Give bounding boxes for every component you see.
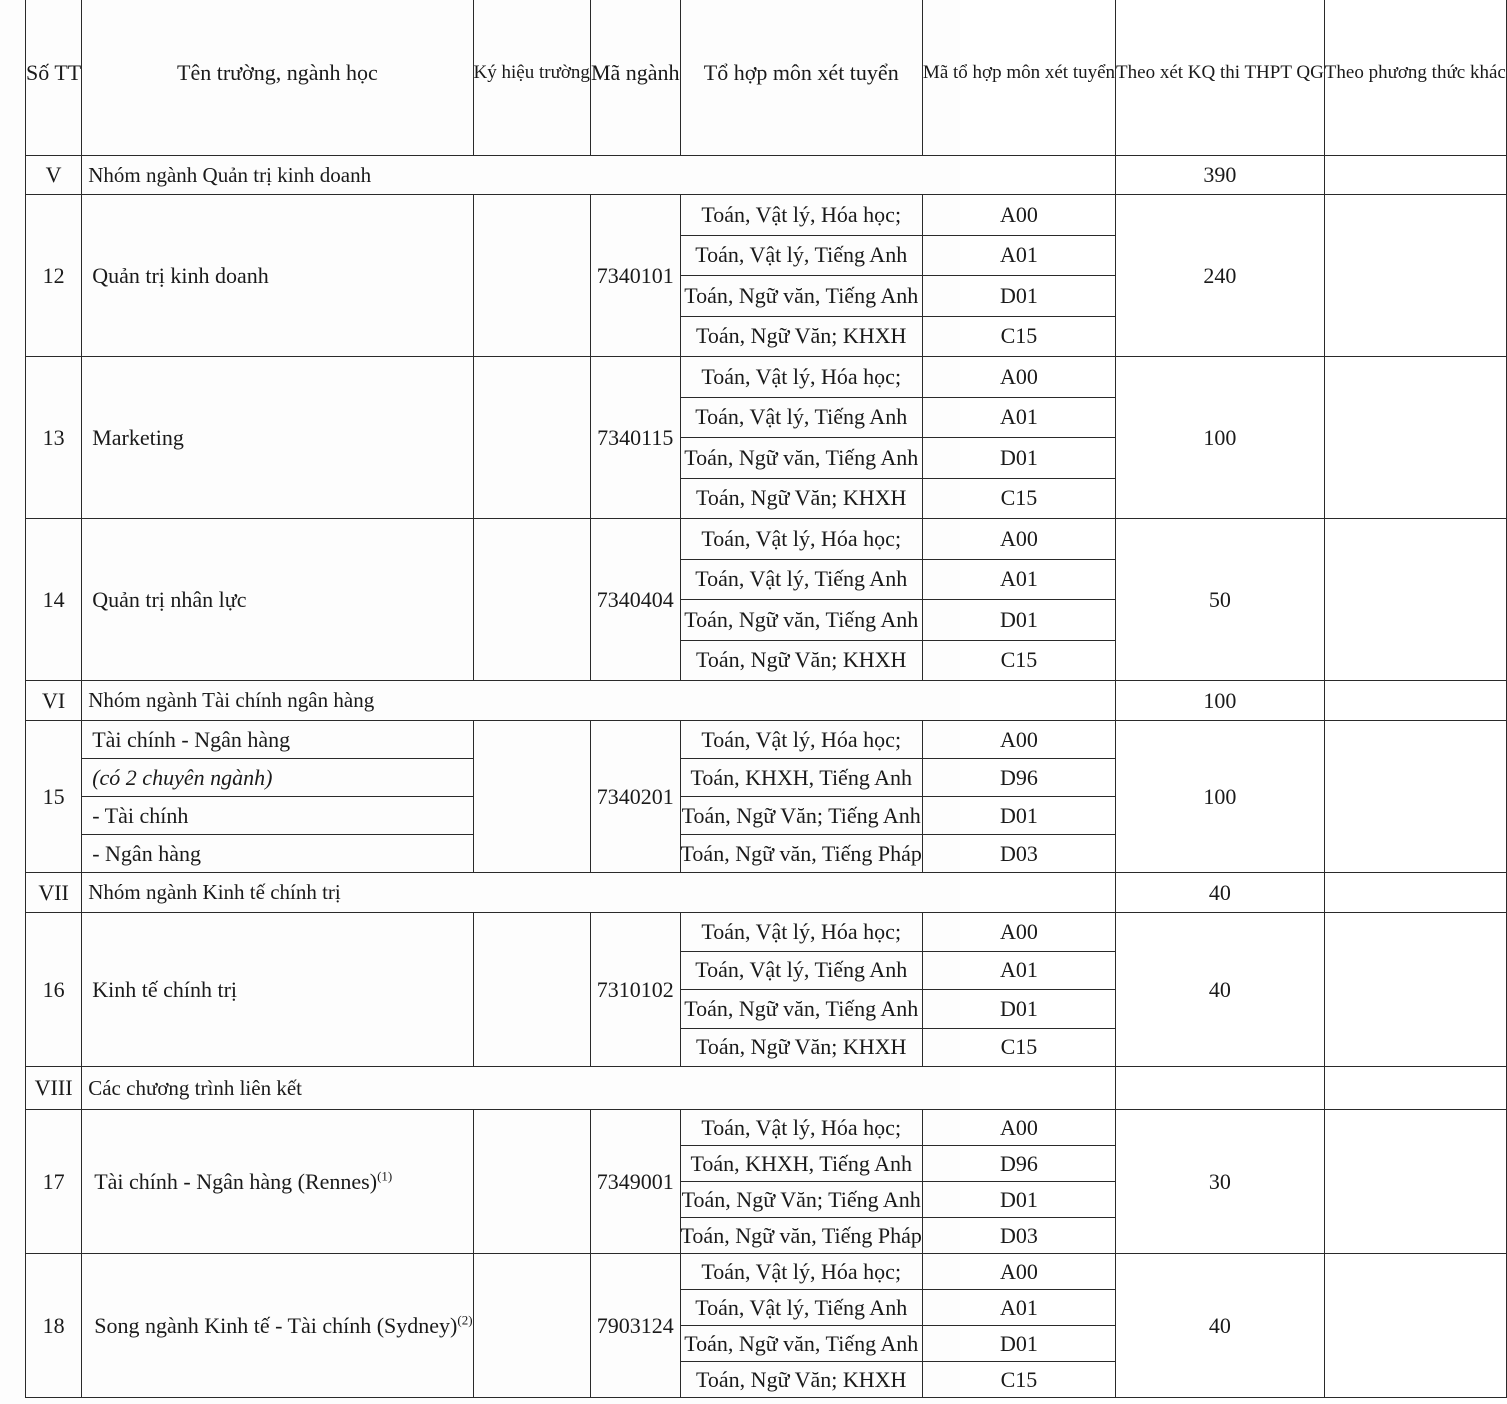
quota-thpt: 40 — [1116, 1254, 1325, 1398]
combo-subjects: Toán, Ngữ Văn; Tiếng Anh — [680, 797, 922, 835]
group-name: Nhóm ngành Kinh tế chính trị — [82, 873, 1116, 913]
combo-subjects: Toán, Ngữ Văn; KHXH — [680, 316, 922, 357]
combo-subjects: Toán, Ngữ Văn; KHXH — [680, 640, 922, 681]
combo-subjects: Toán, Ngữ văn, Tiếng Anh — [680, 600, 922, 641]
combo-subjects: Toán, Vật lý, Hóa học; — [680, 357, 922, 398]
combo-subjects: Toán, Vật lý, Tiếng Anh — [680, 559, 922, 600]
quota-thpt: 50 — [1116, 519, 1325, 681]
group-row — [26, 156, 1507, 195]
quota-thpt: 100 — [1116, 357, 1325, 519]
combo-code: C15 — [922, 1362, 1115, 1398]
combo-code: D03 — [922, 835, 1115, 873]
major-name-line: - Ngân hàng — [82, 835, 473, 873]
combo-code: D01 — [922, 600, 1115, 641]
combo-code: D01 — [922, 1326, 1115, 1362]
combo-subjects: Toán, Vật lý, Hóa học; — [680, 519, 922, 560]
major-stt: 14 — [26, 519, 82, 681]
combo-subjects: Toán, Ngữ văn, Tiếng Anh — [680, 438, 922, 479]
admission-table — [25, 0, 1507, 1398]
group-name: Nhóm ngành Quản trị kinh doanh — [82, 156, 1116, 195]
major-stt: 12 — [26, 195, 82, 357]
combo-code: D03 — [922, 1218, 1115, 1254]
major-row — [26, 913, 1507, 952]
major-stt: 13 — [26, 357, 82, 519]
major-stt: 17 — [26, 1110, 82, 1254]
group-row — [26, 681, 1507, 721]
col-header-stt: Số TT — [26, 0, 82, 156]
major-code: 7340115 — [590, 357, 680, 519]
combo-subjects: Toán, Vật lý, Hóa học; — [680, 1110, 922, 1146]
combo-subjects: Toán, Ngữ văn, Tiếng Pháp — [680, 835, 922, 873]
quota-thpt: 40 — [1116, 913, 1325, 1067]
major-name: Kinh tế chính trị — [82, 913, 473, 1067]
major-row — [26, 195, 1507, 236]
combo-subjects: Toán, Vật lý, Tiếng Anh — [680, 235, 922, 276]
combo-code: A00 — [922, 1254, 1115, 1290]
combo-subjects: Toán, Ngữ văn, Tiếng Pháp — [680, 1218, 922, 1254]
combo-code: A01 — [922, 951, 1115, 990]
major-code: 7903124 — [590, 1254, 680, 1398]
major-code: 7340404 — [590, 519, 680, 681]
header-row — [26, 0, 1507, 156]
combo-subjects: Toán, Vật lý, Tiếng Anh — [680, 951, 922, 990]
major-name — [82, 1110, 473, 1254]
combo-code: D01 — [922, 438, 1115, 479]
combo-subjects: Toán, KHXH, Tiếng Anh — [680, 759, 922, 797]
combo-code: A01 — [922, 235, 1115, 276]
major-code: 7340101 — [590, 195, 680, 357]
combo-subjects: Toán, Ngữ văn, Tiếng Anh — [680, 990, 922, 1029]
group-quota: 40 — [1116, 873, 1325, 913]
group-quota: 390 — [1116, 156, 1325, 195]
group-number: VI — [26, 681, 82, 721]
major-stt: 18 — [26, 1254, 82, 1398]
combo-code: C15 — [922, 1028, 1115, 1067]
major-name-line: (có 2 chuyên ngành) — [82, 759, 473, 797]
major-name — [82, 1254, 473, 1398]
group-quota — [1116, 1067, 1325, 1110]
col-header-combo-code: Mã tổ hợp môn xét tuyển — [922, 0, 1115, 156]
col-header-combo: Tổ hợp môn xét tuyển — [680, 0, 922, 156]
major-code: 7349001 — [590, 1110, 680, 1254]
major-stt: 16 — [26, 913, 82, 1067]
quota-thpt: 100 — [1116, 721, 1325, 873]
group-name: Nhóm ngành Tài chính ngân hàng — [82, 681, 1116, 721]
combo-code: D01 — [922, 990, 1115, 1029]
major-code: 7310102 — [590, 913, 680, 1067]
combo-code: C15 — [922, 478, 1115, 519]
combo-code: A00 — [922, 195, 1115, 236]
combo-subjects: Toán, Vật lý, Tiếng Anh — [680, 397, 922, 438]
col-header-quota-thpt: Theo xét KQ thi THPT QG — [1116, 0, 1325, 156]
major-name-line: - Tài chính — [82, 797, 473, 835]
footnote-marker: (2) — [457, 1312, 473, 1328]
combo-code: A01 — [922, 1290, 1115, 1326]
quota-thpt: 30 — [1116, 1110, 1325, 1254]
major-name-text: Song ngành Kinh tế - Tài chính (Sydney) — [94, 1312, 458, 1338]
combo-code: D01 — [922, 797, 1115, 835]
footnote-marker: (1) — [377, 1168, 393, 1184]
combo-subjects: Toán, Ngữ văn, Tiếng Anh — [680, 276, 922, 317]
major-stt: 15 — [26, 721, 82, 873]
major-name-line: Tài chính - Ngân hàng — [82, 721, 473, 759]
major-row — [26, 519, 1507, 560]
col-header-name: Tên trường, ngành học — [82, 0, 473, 156]
combo-subjects: Toán, Ngữ Văn; KHXH — [680, 478, 922, 519]
col-header-quota-other: Theo phương thức khác — [1324, 0, 1506, 156]
major-row — [26, 721, 1507, 759]
combo-code: D96 — [922, 1146, 1115, 1182]
group-number: V — [26, 156, 82, 195]
combo-subjects: Toán, Vật lý, Hóa học; — [680, 195, 922, 236]
quota-thpt: 240 — [1116, 195, 1325, 357]
combo-code: C15 — [922, 640, 1115, 681]
combo-code: C15 — [922, 316, 1115, 357]
major-name: Quản trị kinh doanh — [82, 195, 473, 357]
major-name: Marketing — [82, 357, 473, 519]
combo-code: A00 — [922, 913, 1115, 952]
combo-subjects: Toán, Vật lý, Hóa học; — [680, 1254, 922, 1290]
combo-code: A01 — [922, 559, 1115, 600]
combo-code: D96 — [922, 759, 1115, 797]
combo-code: D01 — [922, 1182, 1115, 1218]
col-header-major-code: Mã ngành — [590, 0, 680, 156]
group-quota: 100 — [1116, 681, 1325, 721]
major-row — [26, 1110, 1507, 1146]
combo-subjects: Toán, Ngữ Văn; KHXH — [680, 1362, 922, 1398]
combo-subjects: Toán, KHXH, Tiếng Anh — [680, 1146, 922, 1182]
combo-code: D01 — [922, 276, 1115, 317]
group-row — [26, 873, 1507, 913]
combo-subjects: Toán, Vật lý, Tiếng Anh — [680, 1290, 922, 1326]
combo-subjects: Toán, Ngữ Văn; Tiếng Anh — [680, 1182, 922, 1218]
combo-subjects: Toán, Ngữ văn, Tiếng Anh — [680, 1326, 922, 1362]
combo-subjects: Toán, Vật lý, Hóa học; — [680, 913, 922, 952]
combo-subjects: Toán, Ngữ Văn; KHXH — [680, 1028, 922, 1067]
group-row — [26, 1067, 1507, 1110]
combo-code: A00 — [922, 357, 1115, 398]
combo-code: A00 — [922, 519, 1115, 560]
major-code: 7340201 — [590, 721, 680, 873]
combo-code: A01 — [922, 397, 1115, 438]
combo-code: A00 — [922, 721, 1115, 759]
major-name-text: Tài chính - Ngân hàng (Rennes) — [94, 1168, 378, 1194]
group-number: VII — [26, 873, 82, 913]
combo-code: A00 — [922, 1110, 1115, 1146]
group-number: VIII — [26, 1067, 82, 1110]
col-header-school-code: Ký hiệu trường — [473, 0, 590, 156]
major-row — [26, 1254, 1507, 1290]
combo-subjects: Toán, Vật lý, Hóa học; — [680, 721, 922, 759]
major-row — [26, 357, 1507, 398]
major-name: Quản trị nhân lực — [82, 519, 473, 681]
group-name: Các chương trình liên kết — [82, 1067, 1116, 1110]
